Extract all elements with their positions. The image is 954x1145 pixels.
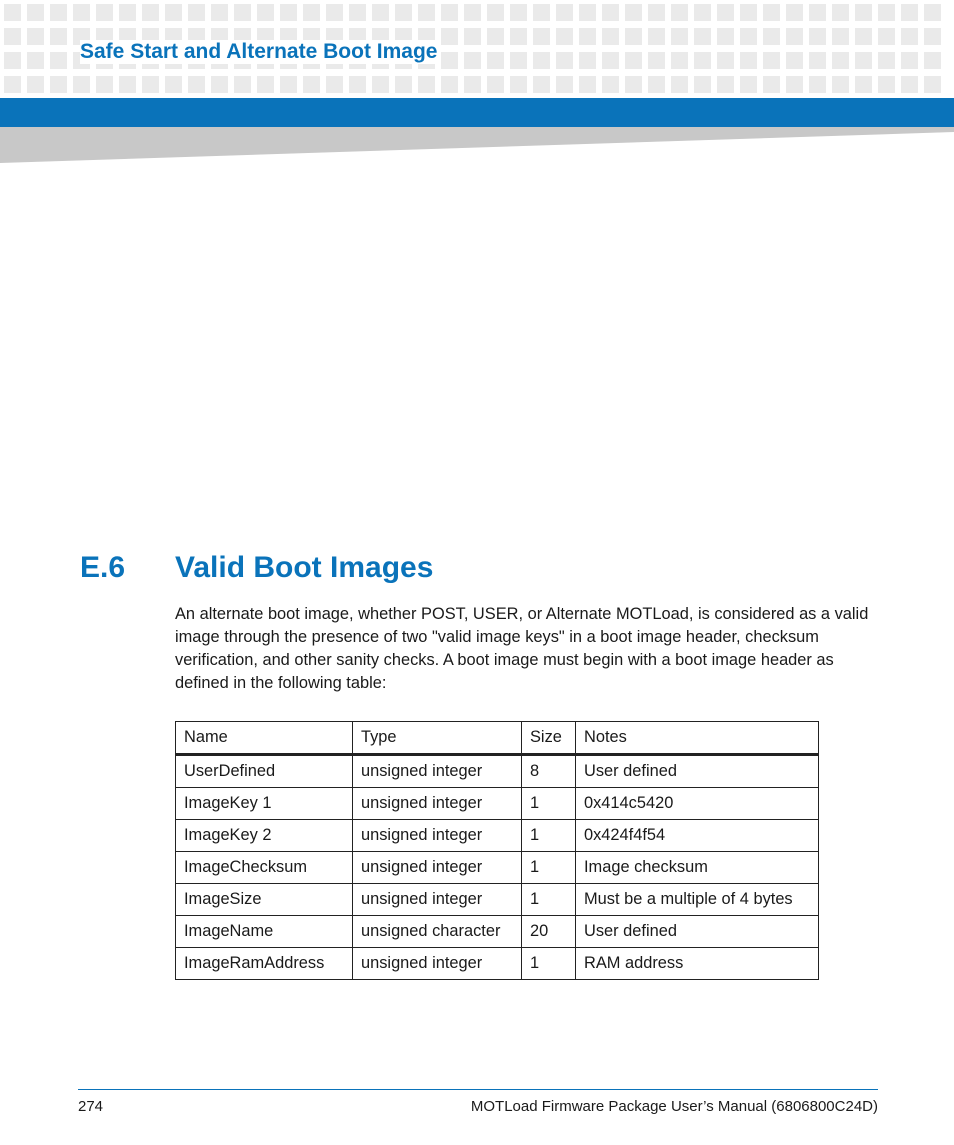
header-tile — [487, 4, 504, 21]
header-tile — [763, 28, 780, 45]
header-tile — [556, 52, 573, 69]
header-tile — [188, 4, 205, 21]
header-tile — [809, 28, 826, 45]
header-tile — [280, 4, 297, 21]
header-tile — [50, 28, 67, 45]
table-row — [176, 755, 819, 788]
header-tile — [464, 52, 481, 69]
header-tile — [4, 4, 21, 21]
table-row — [176, 916, 819, 948]
header-tile — [395, 76, 412, 93]
cell-notes: Must be a multiple of 4 bytes — [576, 884, 819, 916]
header-tile — [96, 76, 113, 93]
header-tile — [809, 4, 826, 21]
header-tile — [73, 76, 90, 93]
cell-size: 20 — [522, 916, 576, 948]
header-tile — [832, 76, 849, 93]
header-tile — [855, 76, 872, 93]
cell-notes: Image checksum — [576, 852, 819, 884]
section-number: E.6 — [80, 551, 126, 584]
header-tile — [786, 28, 803, 45]
header-tile — [487, 76, 504, 93]
cell-notes: User defined — [576, 755, 819, 788]
header-tile — [510, 76, 527, 93]
header-tile — [257, 76, 274, 93]
cell-size: 1 — [522, 884, 576, 916]
header-tile — [717, 52, 734, 69]
header-tile — [142, 76, 159, 93]
header-tile — [464, 4, 481, 21]
cell-type: unsigned integer — [353, 788, 522, 820]
header-tile — [326, 76, 343, 93]
intro-paragraph: An alternate boot image, whether POST, USER, or Alternate MOTLoad, is considered as a valid image through the presence of two "valid image keys" in a boot image header, checksum verification, and other sanity checks. A boot image must begin with a boot image header as defined in the following table: — [175, 605, 869, 692]
cell-notes: 0x414c5420 — [576, 788, 819, 820]
header-tile — [786, 76, 803, 93]
header-tile — [96, 4, 113, 21]
header-tile — [556, 4, 573, 21]
header-tile — [234, 4, 251, 21]
header-tile — [625, 28, 642, 45]
header-tile — [211, 76, 228, 93]
header-tile — [855, 28, 872, 45]
section-title: Valid Boot Images — [175, 551, 434, 584]
header-tile — [487, 28, 504, 45]
header-tile — [786, 4, 803, 21]
header-tile — [280, 76, 297, 93]
header-tile — [165, 4, 182, 21]
cell-size: 1 — [522, 820, 576, 852]
table-row — [176, 884, 819, 916]
header-tile — [855, 4, 872, 21]
header-tile — [50, 76, 67, 93]
header-tile — [878, 4, 895, 21]
header-tile — [602, 28, 619, 45]
header-tile — [303, 4, 320, 21]
cell-notes: 0x424f4f54 — [576, 820, 819, 852]
header-tile — [924, 76, 941, 93]
header-gray-swoosh — [0, 127, 954, 163]
header-tile — [625, 4, 642, 21]
table-row — [176, 948, 819, 980]
header-tile — [579, 52, 596, 69]
header-tile — [510, 28, 527, 45]
header-tile — [763, 76, 780, 93]
header-tile — [832, 52, 849, 69]
cell-type: unsigned integer — [353, 884, 522, 916]
cell-size: 8 — [522, 755, 576, 788]
header-tile — [533, 76, 550, 93]
header-tile — [27, 4, 44, 21]
header-tile — [671, 4, 688, 21]
header-tile — [556, 76, 573, 93]
header-tile — [694, 52, 711, 69]
cell-type: unsigned integer — [353, 820, 522, 852]
header-tile — [27, 52, 44, 69]
header-tile — [717, 28, 734, 45]
header-tile — [625, 52, 642, 69]
header-tile — [878, 28, 895, 45]
table-header-row — [176, 722, 819, 755]
header-tile — [832, 4, 849, 21]
header-tile — [855, 52, 872, 69]
header-tile — [372, 76, 389, 93]
cell-type: unsigned integer — [353, 852, 522, 884]
header-tile — [694, 4, 711, 21]
header-tile — [579, 4, 596, 21]
page-number: 274 — [78, 1098, 104, 1115]
header-tile — [740, 4, 757, 21]
header-tile — [901, 52, 918, 69]
column-header-size: Size — [522, 722, 576, 755]
header-tile — [602, 52, 619, 69]
cell-notes: RAM address — [576, 948, 819, 980]
header-tile — [671, 76, 688, 93]
header-tile — [533, 28, 550, 45]
header-tile — [395, 4, 412, 21]
running-header-title: Safe Start and Alternate Boot Image — [80, 40, 441, 64]
header-tile — [763, 52, 780, 69]
header-tile — [533, 52, 550, 69]
column-header-notes: Notes — [576, 722, 819, 755]
cell-type: unsigned character — [353, 916, 522, 948]
header-tile — [809, 76, 826, 93]
header-tile — [901, 76, 918, 93]
header-tile — [464, 76, 481, 93]
header-tile — [234, 76, 251, 93]
header-tile — [326, 4, 343, 21]
header-tile — [740, 76, 757, 93]
column-header-type: Type — [353, 722, 522, 755]
cell-name: ImageSize — [176, 884, 353, 916]
header-tile — [441, 76, 458, 93]
table-row — [176, 852, 819, 884]
header-tile — [165, 76, 182, 93]
header-tile — [556, 28, 573, 45]
footer-document-title: MOTLoad Firmware Package User’s Manual (6806800C24D) — [470, 1098, 878, 1115]
header-tile — [924, 28, 941, 45]
header-tile — [4, 52, 21, 69]
cell-name: ImageName — [176, 916, 353, 948]
header-tile — [4, 76, 21, 93]
header-tile — [349, 4, 366, 21]
header-tile — [602, 4, 619, 21]
header-tile — [142, 4, 159, 21]
cell-name: UserDefined — [176, 755, 353, 788]
header-tile — [257, 4, 274, 21]
header-tile — [579, 28, 596, 45]
header-tile — [648, 4, 665, 21]
column-header-name: Name — [176, 722, 353, 755]
header-tile — [119, 4, 136, 21]
header-tile — [648, 28, 665, 45]
cell-notes: User defined — [576, 916, 819, 948]
header-tile — [27, 28, 44, 45]
header-tile — [763, 4, 780, 21]
header-tile — [717, 76, 734, 93]
header-tile — [418, 4, 435, 21]
footer-rule — [78, 1089, 878, 1090]
cell-name: ImageChecksum — [176, 852, 353, 884]
header-tile — [694, 28, 711, 45]
header-tile — [119, 76, 136, 93]
header-tile — [487, 52, 504, 69]
header-tile — [441, 4, 458, 21]
header-tile — [625, 76, 642, 93]
header-tile — [4, 28, 21, 45]
header-tile — [740, 52, 757, 69]
cell-name: ImageKey 1 — [176, 788, 353, 820]
header-tile — [832, 28, 849, 45]
header-tile — [901, 28, 918, 45]
header-tile — [50, 52, 67, 69]
header-tile — [418, 76, 435, 93]
header-tile — [694, 76, 711, 93]
header-tile — [717, 4, 734, 21]
header-tile — [878, 52, 895, 69]
header-tile — [671, 52, 688, 69]
cell-name: ImageKey 2 — [176, 820, 353, 852]
table-row — [176, 788, 819, 820]
cell-size: 1 — [522, 948, 576, 980]
header-tile — [211, 4, 228, 21]
header-blue-bar — [0, 98, 954, 127]
header-tile — [73, 4, 90, 21]
header-tile — [464, 28, 481, 45]
header-tile — [372, 4, 389, 21]
header-tile — [510, 52, 527, 69]
header-tile — [924, 4, 941, 21]
table-row — [176, 820, 819, 852]
header-tile — [510, 4, 527, 21]
header-tile — [27, 76, 44, 93]
header-tile — [671, 28, 688, 45]
boot-image-header-table — [175, 721, 819, 980]
header-tile — [303, 76, 320, 93]
header-tile — [740, 28, 757, 45]
header-tile — [533, 4, 550, 21]
header-tile — [878, 76, 895, 93]
cell-name: ImageRamAddress — [176, 948, 353, 980]
header-tile — [50, 4, 67, 21]
header-tile — [648, 76, 665, 93]
header-tile — [579, 76, 596, 93]
cell-type: unsigned integer — [353, 755, 522, 788]
cell-size: 1 — [522, 788, 576, 820]
header-tile — [901, 4, 918, 21]
header-tile — [648, 52, 665, 69]
header-tile — [786, 52, 803, 69]
cell-size: 1 — [522, 852, 576, 884]
header-tile — [924, 52, 941, 69]
header-tile — [188, 76, 205, 93]
header-tile — [441, 28, 458, 45]
header-tile — [602, 76, 619, 93]
header-tile — [809, 52, 826, 69]
header-tile — [441, 52, 458, 69]
header-tile — [349, 76, 366, 93]
cell-type: unsigned integer — [353, 948, 522, 980]
